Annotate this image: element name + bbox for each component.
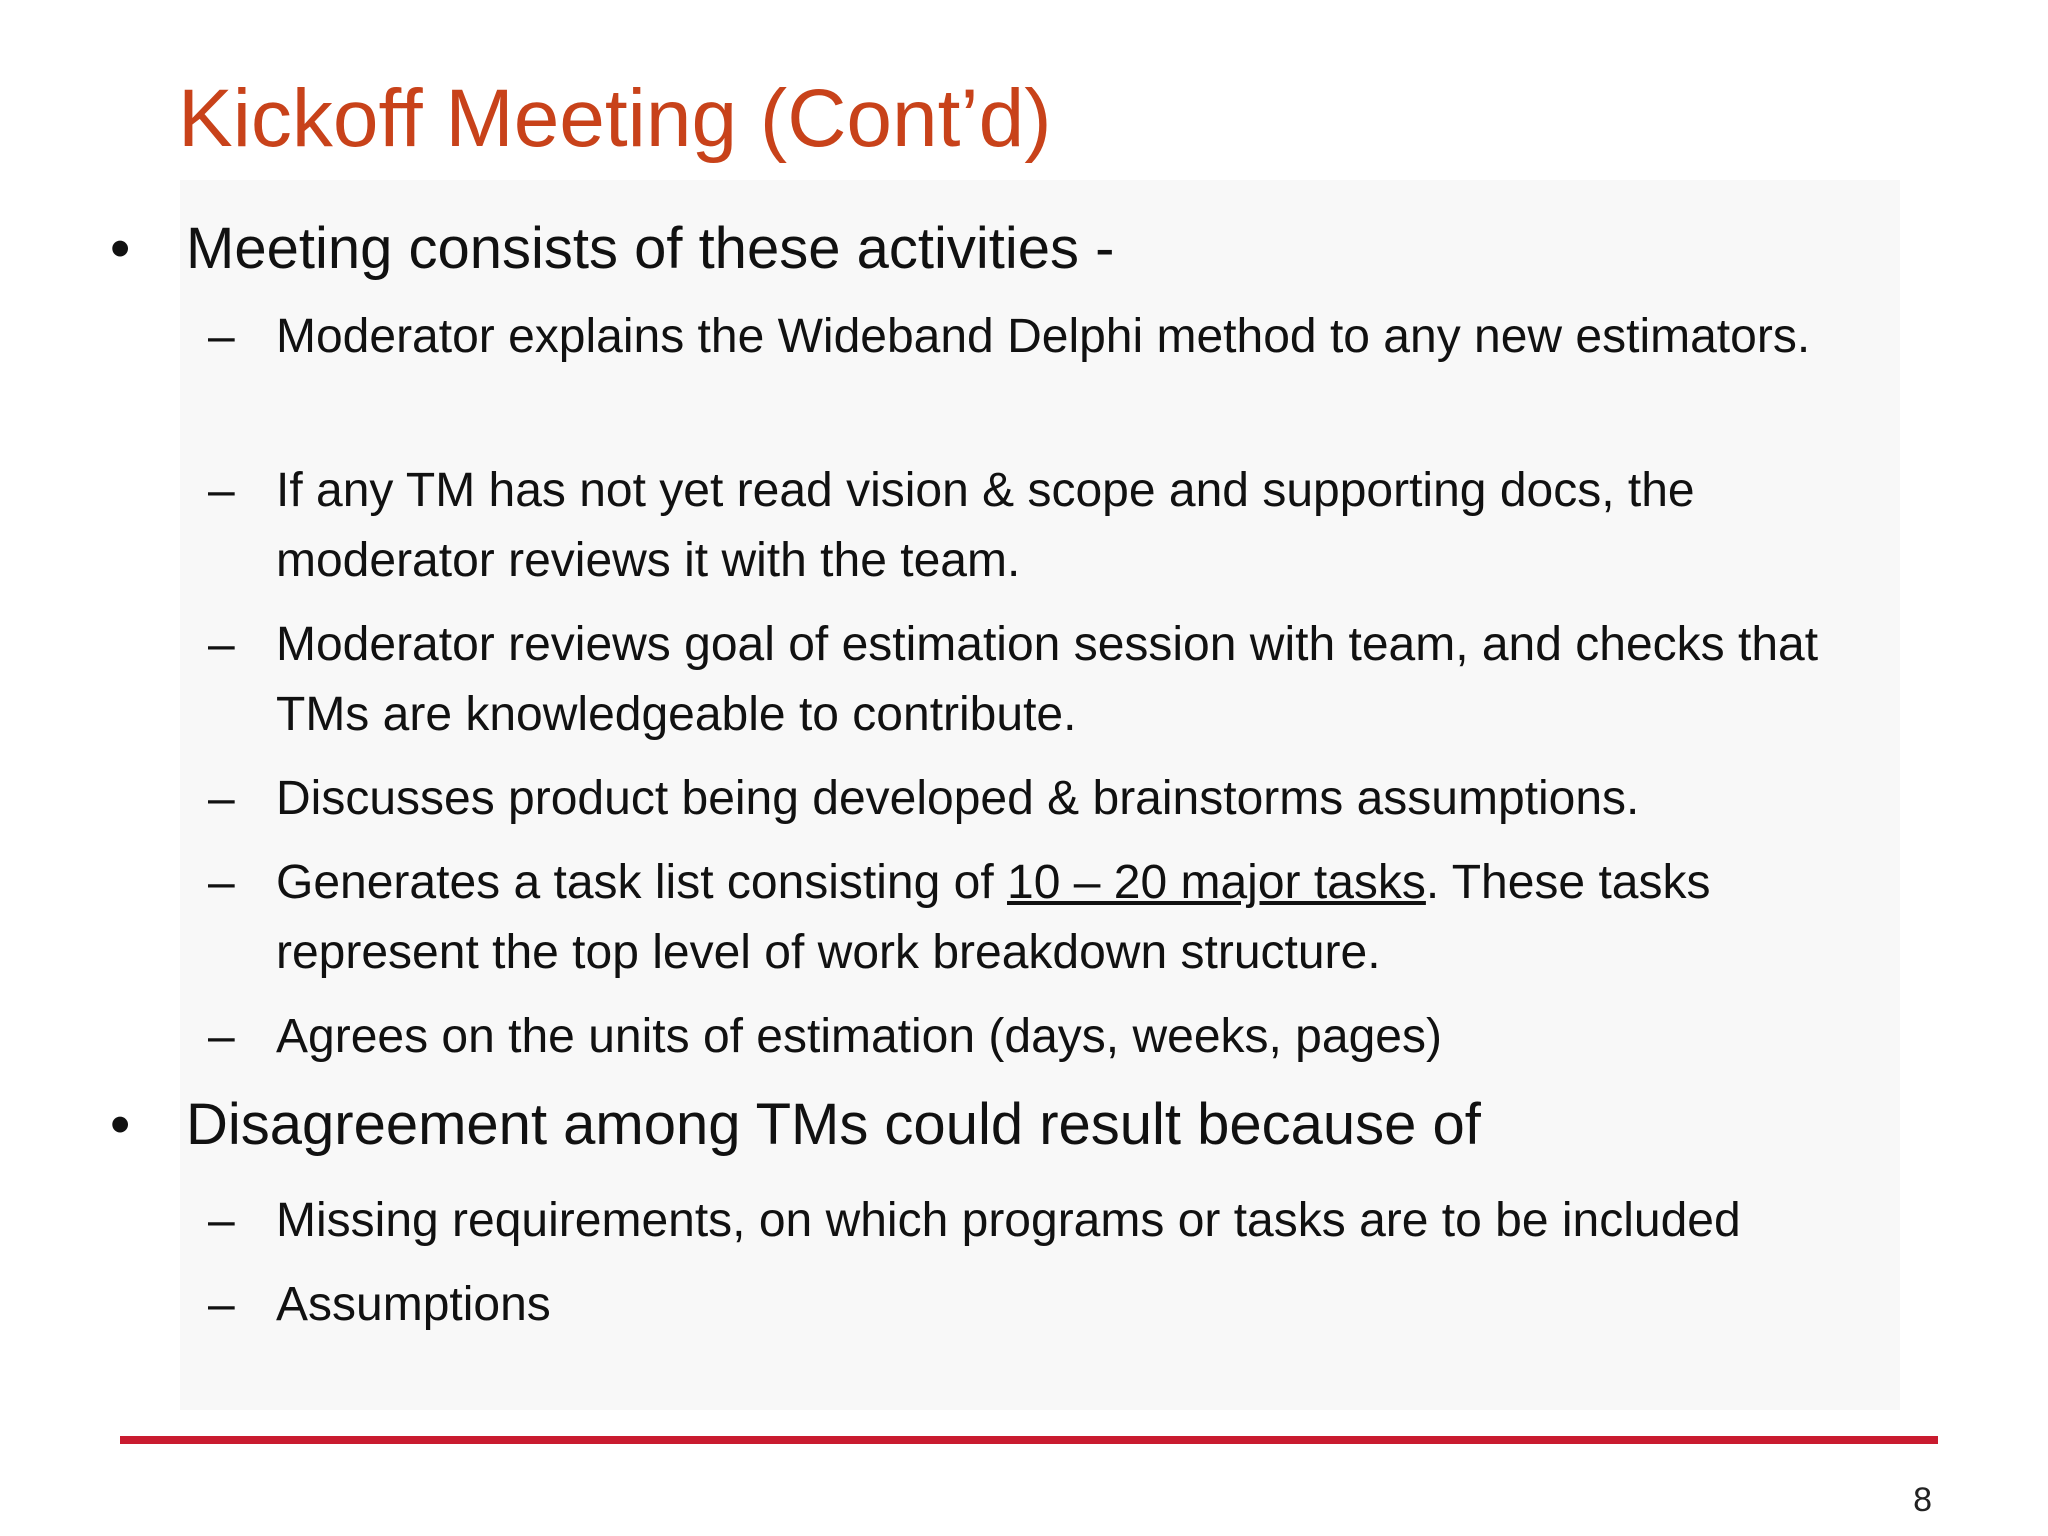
dash: –	[208, 618, 235, 671]
footer-rule	[120, 1436, 1938, 1444]
sub-item-text: Agrees on the units of estimation (days, weeks, pages)	[276, 1010, 1442, 1063]
sub-item-text: Moderator explains the Wideband Delphi method to any new estimators.	[276, 310, 1811, 363]
bullet-text: Meeting consists of these activities -	[186, 216, 1115, 281]
sub-item-text	[276, 848, 1916, 988]
dash: –	[208, 772, 235, 825]
sub-item-text-before: Generates a task list consisting of	[276, 856, 1008, 909]
dash: –	[208, 856, 235, 909]
bullet-text: Disagreement among TMs could result because of	[186, 1092, 1481, 1157]
bullet-dot: •	[110, 216, 131, 281]
sub-item-text: Moderator reviews goal of estimation session with team, and checks that TMs are knowledgeable to contribute.	[276, 618, 1819, 741]
sub-item-text: Discusses product being developed & brainstorms assumptions.	[276, 772, 1640, 825]
dash: –	[208, 464, 235, 517]
slide-title: Kickoff Meeting (Cont’d)	[178, 73, 1052, 164]
sub-item-text: Assumptions	[276, 1278, 551, 1331]
sub-item-text: Missing requirements, on which programs or tasks are to be included	[276, 1194, 1741, 1247]
sub-item-text: If any TM has not yet read vision & scope and supporting docs, the moderator reviews it with the team.	[276, 464, 1695, 587]
sub-item-text-after: . These tasks represent the top level of work breakdown structure.	[276, 856, 1711, 979]
dash: –	[208, 310, 235, 363]
page-number: 8	[1913, 1481, 1932, 1519]
bullet-dot: •	[110, 1092, 131, 1157]
dash: –	[208, 1278, 235, 1331]
dash: –	[208, 1194, 235, 1247]
dash: –	[208, 1010, 235, 1063]
major-tasks-underlined: 10 – 20 major tasks	[1007, 856, 1426, 909]
